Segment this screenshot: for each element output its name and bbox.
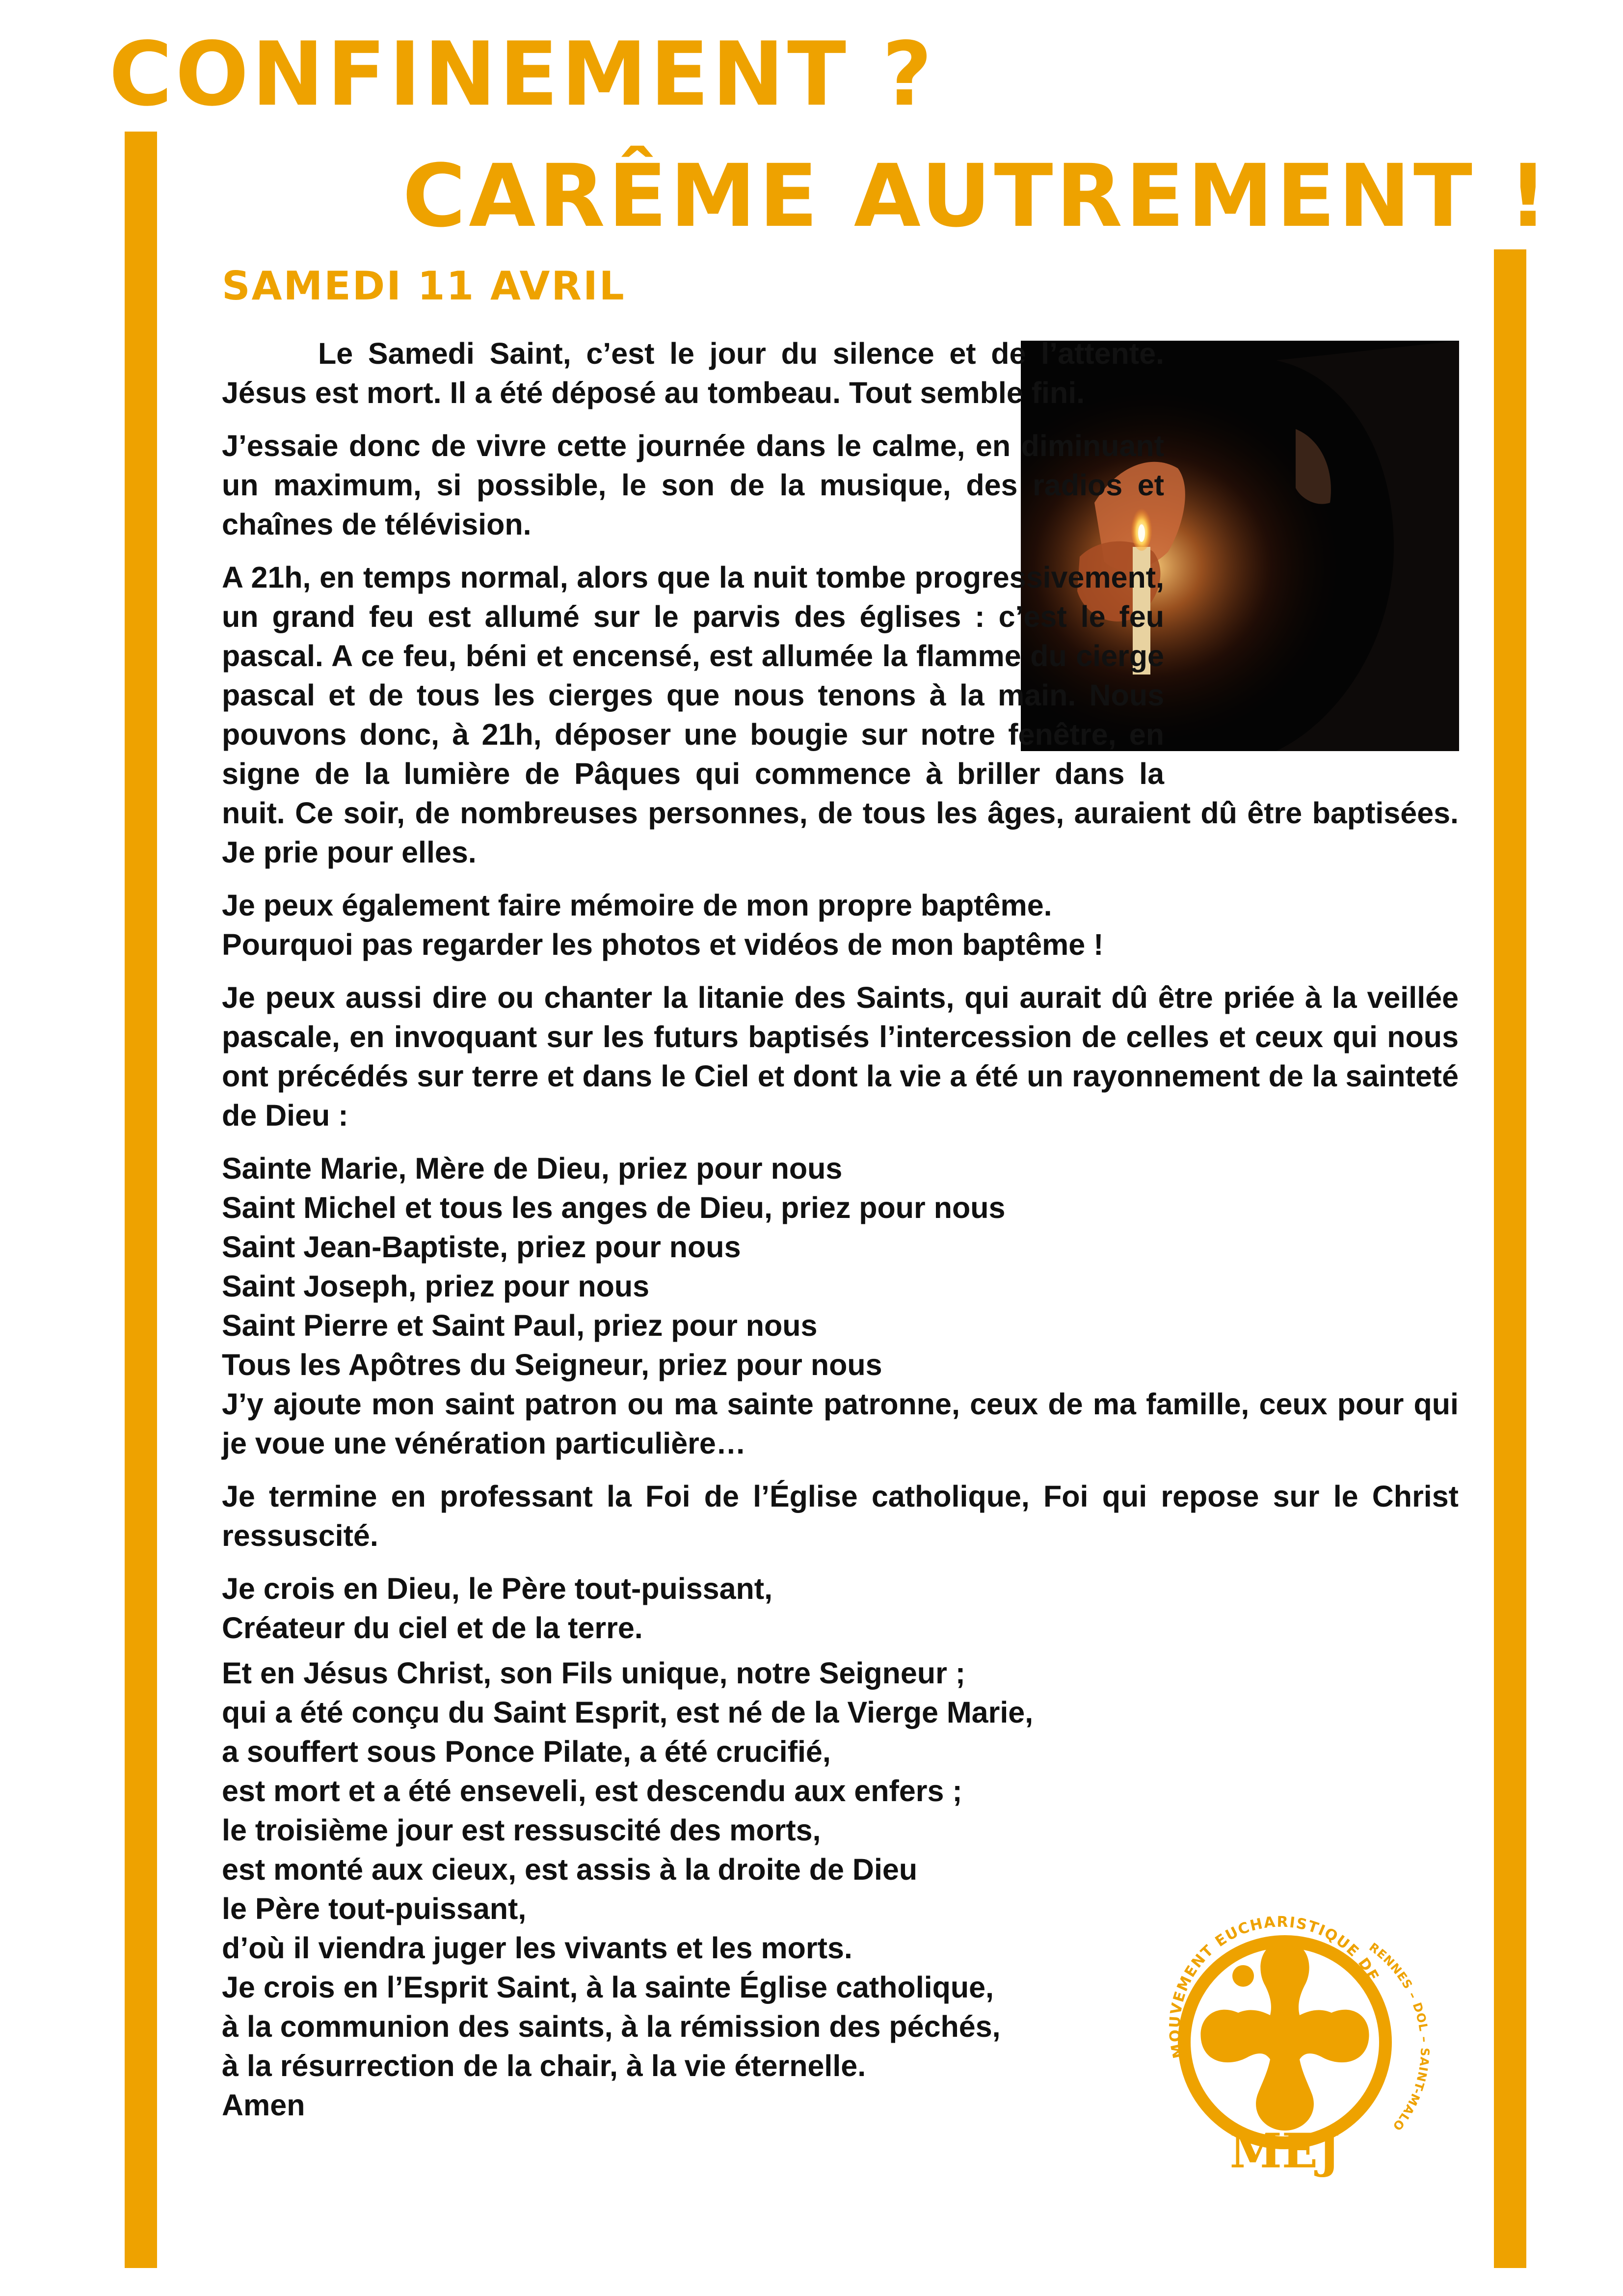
litany-line: Tous les Apôtres du Seigneur, priez pour nous bbox=[222, 1348, 882, 1381]
left-accent-bar bbox=[125, 132, 157, 2268]
logo-acronym: MEJ bbox=[1229, 2123, 1340, 2179]
litany-line: Saint Joseph, priez pour nous bbox=[222, 1270, 650, 1303]
baptism-line: Je peux également faire mémoire de mon propre baptême. bbox=[222, 889, 1052, 922]
creed-line: Et en Jésus Christ, son Fils unique, notre Seigneur ; bbox=[222, 1656, 966, 1690]
creed-line: le troisième jour est ressuscité des morts, bbox=[222, 1813, 821, 1847]
litany-line: Saint Jean-Baptiste, priez pour nous bbox=[222, 1230, 741, 1264]
creed-line: à la résurrection de la chair, à la vie éternelle. bbox=[222, 2049, 866, 2082]
paragraph-calm: J’essaie donc de vivre cette journée dans le calme, en diminuant un maximum, si possible, le son de la musique, des radios et chaînes de télévision. bbox=[222, 429, 1164, 541]
creed-line: est monté aux cieux, est assis à la droite de Dieu bbox=[222, 1853, 918, 1886]
right-accent-bar bbox=[1494, 249, 1526, 2268]
photo-wrap-spacer bbox=[1164, 334, 1459, 761]
mej-logo bbox=[1138, 1895, 1432, 2189]
creed-line: Créateur du ciel et de la terre. bbox=[222, 1611, 643, 1645]
cross-icon bbox=[1200, 1942, 1369, 2131]
baptism-line: Pourquoi pas regarder les photos et vidéos de mon baptême ! bbox=[222, 928, 1104, 961]
litany-list bbox=[222, 1149, 1459, 1463]
creed-line: Je crois en Dieu, le Père tout-puissant, bbox=[222, 1572, 773, 1605]
paragraph-intro: Le Samedi Saint, c’est le jour du silence et de l’attente. Jésus est mort. Il a été déposé au tombeau. Tout semble fini. bbox=[222, 337, 1164, 409]
creed-line: d’où il viendra juger les vivants et les morts. bbox=[222, 1931, 852, 1965]
date-heading: SAMEDI 11 AVRIL bbox=[222, 263, 626, 309]
creed-line: est mort et a été enseveli, est descendu aux enfers ; bbox=[222, 1774, 962, 1808]
creed-part-1 bbox=[222, 1569, 1459, 1648]
creed-line: a souffert sous Ponce Pilate, a été crucifié, bbox=[222, 1735, 831, 1768]
creed-line: Je crois en l’Esprit Saint, à la sainte Église catholique, bbox=[222, 1971, 994, 2004]
title-line-2: CARÊME AUTREMENT ! bbox=[402, 146, 1551, 246]
article-body bbox=[222, 334, 1459, 2138]
paragraph-easter-fire: A 21h, en temps normal, alors que la nuit tombe progressivement, un grand feu est allumé sur le parvis des églises : c’est le feu pascal. A ce feu, béni et encensé, est allumée la flamme du cierge pascal et de tous les cierges que nous tenons à la main. Nous pouvons donc, à 21h, déposer une bougie sur notre fenêtre, en signe de la lumière de Pâques qui commence à briller dans la nuit. Ce soir, de nombreuses personnes, de tous les âges, auraient dû être baptisées. Je prie pour elles. bbox=[222, 561, 1459, 869]
title-line-1: CONFINEMENT ? bbox=[109, 23, 935, 126]
creed-line: le Père tout-puissant, bbox=[222, 1892, 527, 1925]
paragraph-litany-intro: Je peux aussi dire ou chanter la litanie des Saints, qui aurait dû être priée à la veillée pascale, en invoquant sur les futurs baptisés l’intercession de celles et ceux qui nous ont précédés sur terre et dans le Ciel et dont la vie a été un rayonnement de la sainteté de Dieu : bbox=[222, 981, 1459, 1132]
litany-line: Saint Michel et tous les anges de Dieu, priez pour nous bbox=[222, 1191, 1006, 1224]
creed-line: à la communion des saints, à la rémission des péchés, bbox=[222, 2010, 1001, 2043]
litany-line: Saint Pierre et Saint Paul, priez pour nous bbox=[222, 1309, 818, 1342]
creed-amen: Amen bbox=[222, 2088, 305, 2122]
logo-side-text: RENNES – DOL – SAINT-MALO bbox=[1366, 1940, 1432, 2134]
paragraph-faith: Je termine en professant la Foi de l’Église catholique, Foi qui repose sur le Christ ressuscité. bbox=[222, 1480, 1459, 1552]
litany-line: Sainte Marie, Mère de Dieu, priez pour nous bbox=[222, 1152, 843, 1185]
litany-closing: J’y ajoute mon saint patron ou ma sainte patronne, ceux de ma famille, ceux pour qui je voue une vénération particulière… bbox=[222, 1387, 1459, 1460]
paragraph-baptism bbox=[222, 886, 1459, 964]
logo-arc-text: MOUVEMENT EUCHARISTIQUE DE bbox=[1166, 1913, 1383, 2060]
creed-line: qui a été conçu du Saint Esprit, est né de la Vierge Marie, bbox=[222, 1696, 1034, 1729]
